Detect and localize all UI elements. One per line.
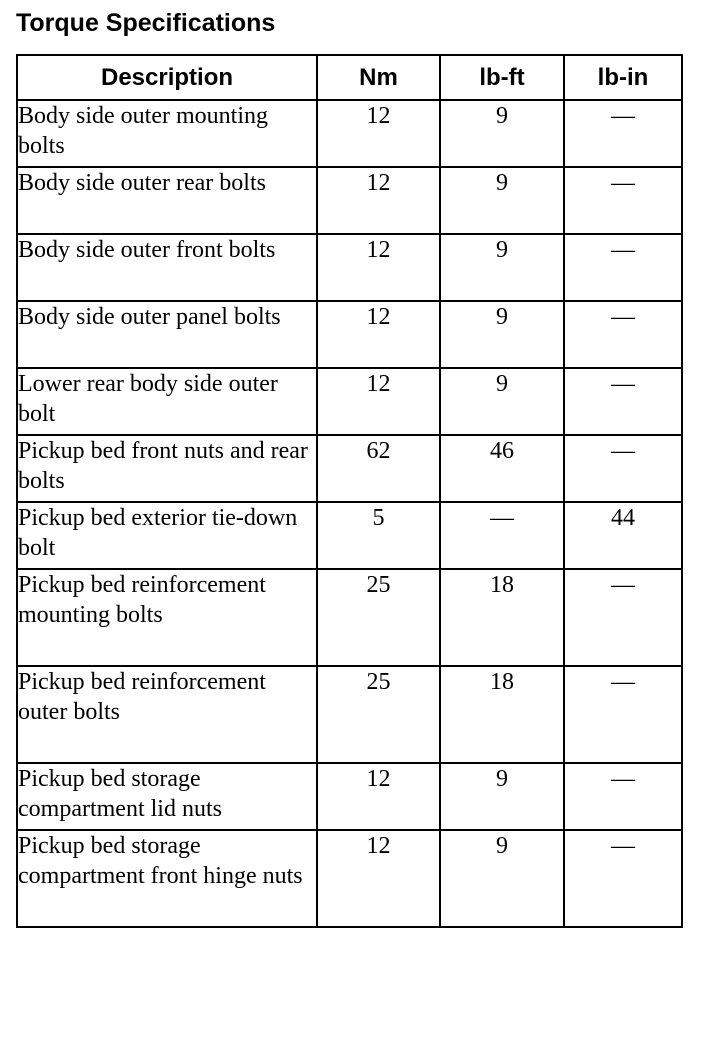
- nm-cell: 12: [317, 830, 440, 927]
- lbft-cell: 9: [440, 301, 564, 368]
- description-cell: Body side outer mounting bolts: [17, 100, 317, 167]
- header-nm: Nm: [317, 55, 440, 100]
- lbft-cell: 18: [440, 569, 564, 666]
- table-header-row: [17, 55, 682, 100]
- description-cell: Pickup bed front nuts and rear bolts: [17, 435, 317, 502]
- table-row: [17, 569, 682, 666]
- table-row: [17, 100, 682, 167]
- page-title: Torque Specifications: [16, 9, 276, 37]
- description-cell: Lower rear body side outer bolt: [17, 368, 317, 435]
- lbft-cell: 9: [440, 763, 564, 830]
- nm-cell: 12: [317, 100, 440, 167]
- lbin-cell: —: [564, 830, 682, 927]
- table-row: [17, 301, 682, 368]
- description-cell: Body side outer panel bolts: [17, 301, 317, 368]
- lbft-cell: 9: [440, 830, 564, 927]
- lbin-cell: —: [564, 301, 682, 368]
- lbin-cell: —: [564, 435, 682, 502]
- description-cell: Body side outer front bolts: [17, 234, 317, 301]
- header-lbin: lb-in: [564, 55, 682, 100]
- nm-cell: 5: [317, 502, 440, 569]
- table-row: [17, 368, 682, 435]
- lbin-cell: —: [564, 763, 682, 830]
- description-cell: Pickup bed reinforcement mounting bolts: [17, 569, 317, 666]
- nm-cell: 12: [317, 368, 440, 435]
- lbft-cell: —: [440, 502, 564, 569]
- lbft-cell: 9: [440, 368, 564, 435]
- torque-specifications-table: [16, 54, 683, 928]
- nm-cell: 25: [317, 569, 440, 666]
- table-row: [17, 234, 682, 301]
- description-cell: Pickup bed storage compartment front hinge nuts: [17, 830, 317, 927]
- nm-cell: 12: [317, 763, 440, 830]
- lbin-cell: —: [564, 569, 682, 666]
- table-row: [17, 666, 682, 763]
- lbin-cell: —: [564, 666, 682, 763]
- description-cell: Pickup bed exterior tie-down bolt: [17, 502, 317, 569]
- lbft-cell: 9: [440, 100, 564, 167]
- lbft-cell: 46: [440, 435, 564, 502]
- lbft-cell: 18: [440, 666, 564, 763]
- description-cell: Body side outer rear bolts: [17, 167, 317, 234]
- lbft-cell: 9: [440, 234, 564, 301]
- header-description: Description: [17, 55, 317, 100]
- lbft-cell: 9: [440, 167, 564, 234]
- lbin-cell: —: [564, 167, 682, 234]
- lbin-cell: —: [564, 100, 682, 167]
- lbin-cell: —: [564, 368, 682, 435]
- table-row: [17, 502, 682, 569]
- description-cell: Pickup bed reinforcement outer bolts: [17, 666, 317, 763]
- nm-cell: 25: [317, 666, 440, 763]
- nm-cell: 12: [317, 301, 440, 368]
- table-row: [17, 763, 682, 830]
- nm-cell: 12: [317, 234, 440, 301]
- table-row: [17, 167, 682, 234]
- nm-cell: 12: [317, 167, 440, 234]
- table-row: [17, 435, 682, 502]
- nm-cell: 62: [317, 435, 440, 502]
- table-row: [17, 830, 682, 927]
- lbin-cell: —: [564, 234, 682, 301]
- lbin-cell: 44: [564, 502, 682, 569]
- header-lbft: lb-ft: [440, 55, 564, 100]
- description-cell: Pickup bed storage compartment lid nuts: [17, 763, 317, 830]
